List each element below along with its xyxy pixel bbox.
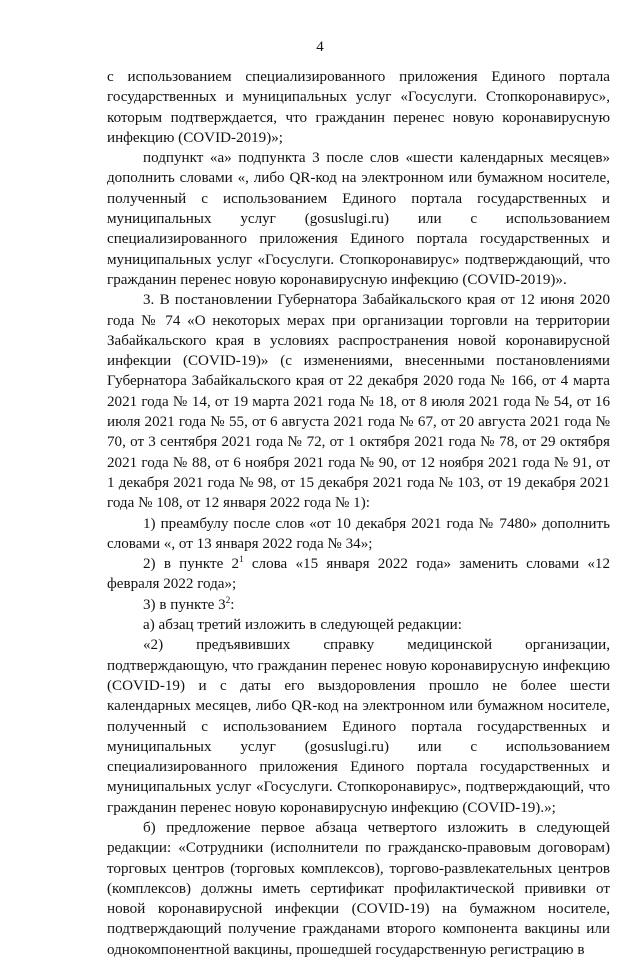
paragraph-subitem-a: а) абзац третий изложить в следующей редакции: bbox=[143, 617, 462, 634]
superscript-1: 1 bbox=[239, 554, 244, 565]
paragraph-item-3-end: : bbox=[230, 596, 235, 613]
paragraph-section-3: 3. В постановлении Губернатора Забайкальского края от 12 июня 2020 года № 74 «О некоторых мерах при организации торговли на территории Забайкальского края в условиях распространения новой коронавирусной инфекции (COVID-19)» (с изменениями, внесенными постановлениями Губернатора Забайкальского края от 22 декабря 2020 года № 166, от 4 марта 2021 года № 14, от 19 марта 2021 года № 18, от 8 июля 2021 года № 54, от 16 июля 2021 года № 55, от 6 августа 2021 года № 67, от 20 августа 2021 года № 70, от 3 сентября 2021 года № 72, от 1 октября 2021 года № 78, от 29 октября 2021 года № 88, от 6 ноября 2021 года № 90, от 12 ноября 2021 года № 91, от 1 декабря 2021 года № 98, от 15 декабря 2021 года № 103, от 19 декабря 2021 года № 108, от 12 января 2022 года № 1): bbox=[107, 292, 610, 512]
page-number: 4 bbox=[316, 39, 324, 55]
paragraph-item-2-start: 2) в пункте 2 bbox=[143, 556, 240, 573]
document-body bbox=[107, 67, 610, 960]
paragraph-quoted-item-2: «2) предъявивших справку медицинской организации, подтверждающую, что гражданин перенес новую коронавирусную инфекцию (COVID-19) и с даты его выздоровления прошло не более шести календарных месяцев, либо QR-код на электронном или бумажном носителе, полученный с использованием Единого портала государственных и муниципальных услуг (gosuslugi.ru) или с использованием специализированного приложения Единого портала государственных и муниципальных услуг «Госуслуги. Стопкоронавирус», подтверждающий, что гражданин перенес новую коронавирусную инфекцию (COVID-19).»; bbox=[107, 637, 610, 816]
paragraph-subpoint-a: подпункт «а» подпункта 3 после слов «шести календарных месяцев» дополнить словами «, либо QR-код на электронном или бумажном носителе, полученный с использованием Единого портала государственных и муниципальных услуг (gosuslugi.ru) или с использованием специализированного приложения Единого портала государственных и муниципальных услуг «Госуслуги. Стопкоронавирус» подтверждающий, что гражданин перенес новую коронавирусную инфекцию (COVID-2019)». bbox=[107, 150, 610, 288]
superscript-2: 2 bbox=[225, 594, 231, 605]
paragraph-item-2-end: слова «15 января 2022 года» заменить словами «12 февраля 2022 года»; bbox=[107, 556, 610, 593]
paragraph-continuation: с использованием специализированного приложения Единого портала государственных и муниципальных услуг «Госуслуги. Стопкоронавирус», которым подтверждается, что гражданин перенес новую коронавирусную инфекцию (COVID-2019)»; bbox=[107, 69, 610, 146]
paragraph-item-2 bbox=[107, 554, 610, 595]
paragraph-item-1: 1) преамбулу после слов «от 10 декабря 2021 года № 7480» дополнить словами «, от 13 января 2022 года № 34»; bbox=[107, 515, 610, 552]
paragraph-subitem-b: б) предложение первое абзаца четвертого изложить в следующей редакции: «Сотрудники (исполнители по гражданско-правовым договорам) торговых центров (торговых комплексов), торгово-развлекательных центров (комплексов) должны иметь сертификат профилактической прививки от новой коронавирусной инфекции (COVID-19) на бумажном носителе, подтверждающий получение гражданами второго компонента вакцины или однокомпонентной вакцины, прошедшей государственную регистрацию в bbox=[107, 819, 610, 958]
paragraph-item-3 bbox=[107, 595, 610, 615]
paragraph-item-3-start: 3) в пункте 3 bbox=[143, 596, 226, 613]
